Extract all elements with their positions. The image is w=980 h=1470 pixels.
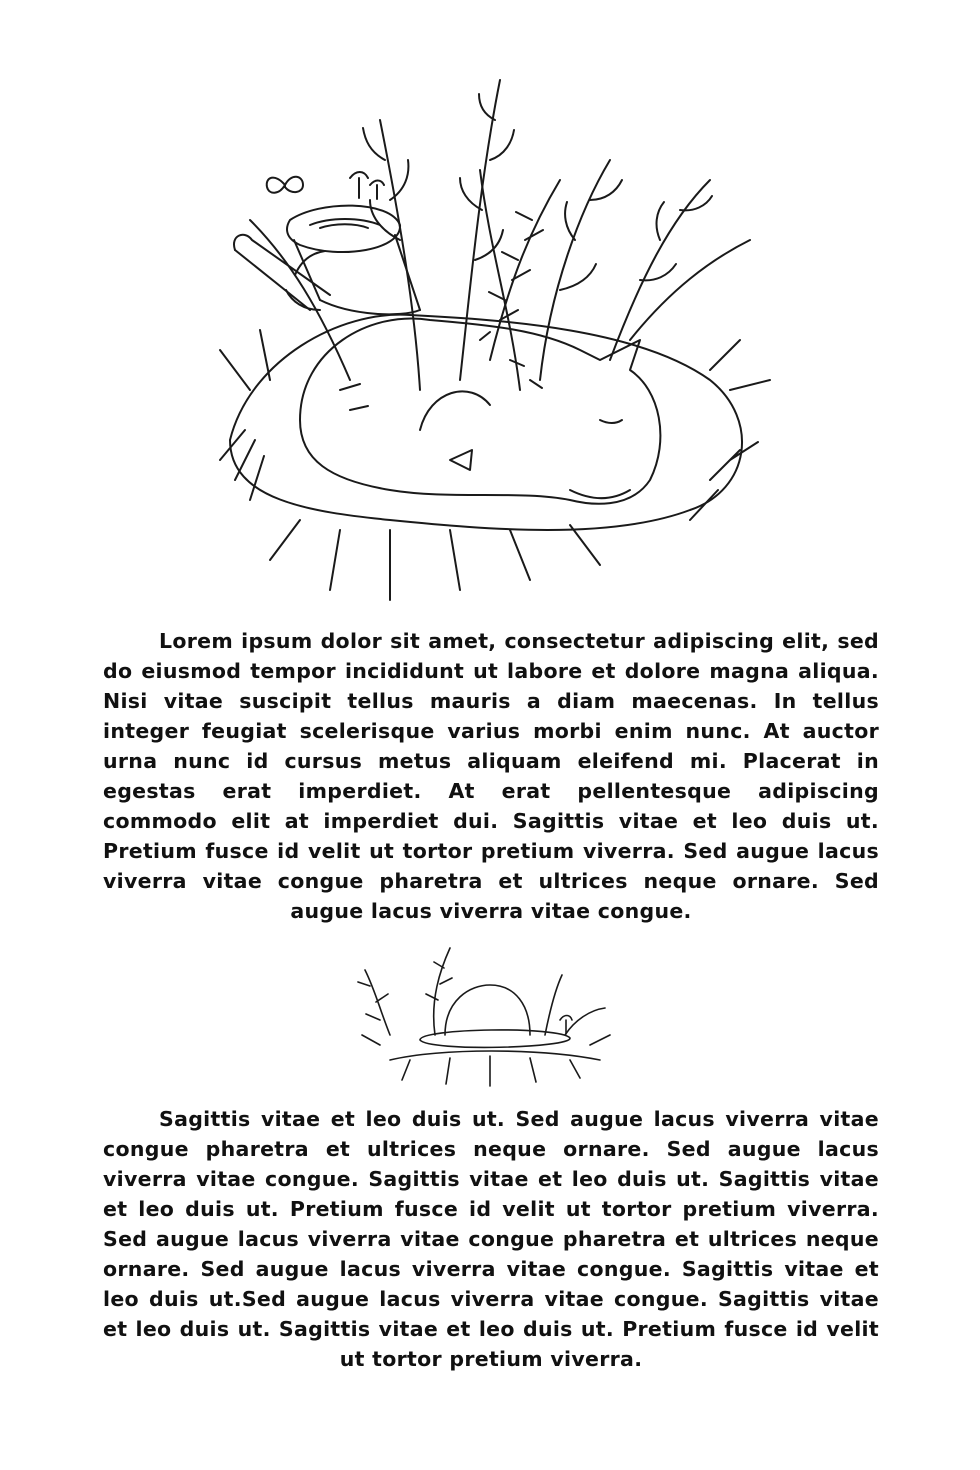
- paragraph-two: Sagittis vitae et leo duis ut. Sed augue lacus viverra vitae congue pharetra et ultrices neque ornare. Sed augue lacus viverra vitae congue. Sagittis vitae et leo duis ut. Sagittis vitae et leo duis ut. Pretium fusce id velit ut tortor pretium viverra. Sed augue lacus viverra vitae congue pharetra et ultrices neque ornare. Sed augue lacus viverra vitae congue. Sagittis vitae et leo duis ut.Sed augue lacus viverra vitae congue. Sagittis vitae et leo duis ut. Sagittis vitae et leo duis ut. Pretium fusce id velit ut tortor pretium viverra.: [103, 1107, 879, 1371]
- rock-vignette-illustration: [350, 940, 620, 1100]
- fox-body: [300, 318, 660, 503]
- rock-and-log-drawing: [350, 940, 620, 1100]
- sleeping-fox-drawing: [190, 60, 790, 620]
- paragraph-one: Lorem ipsum dolor sit amet, consectetur adipiscing elit, sed do eiusmod tempor incididunt ut labore et dolore magna aliqua. Nisi vitae suscipit tellus mauris a diam maecenas. In tellus integer feugiat scelerisque varius morbi enim nunc. At auctor urna nunc id cursus metus aliquam eleifend mi. Placerat in egestas erat imperdiet. At erat pellentesque adipiscing commodo elit at imperdiet dui. Sagittis vitae et leo duis ut. Pretium fusce id velit ut tortor pretium viverra. Sed augue lacus viverra vitae congue pharetra et ultrices neque ornare. Sed augue lacus viverra vitae congue.: [103, 629, 879, 923]
- sleeping-fox-illustration: [190, 60, 790, 620]
